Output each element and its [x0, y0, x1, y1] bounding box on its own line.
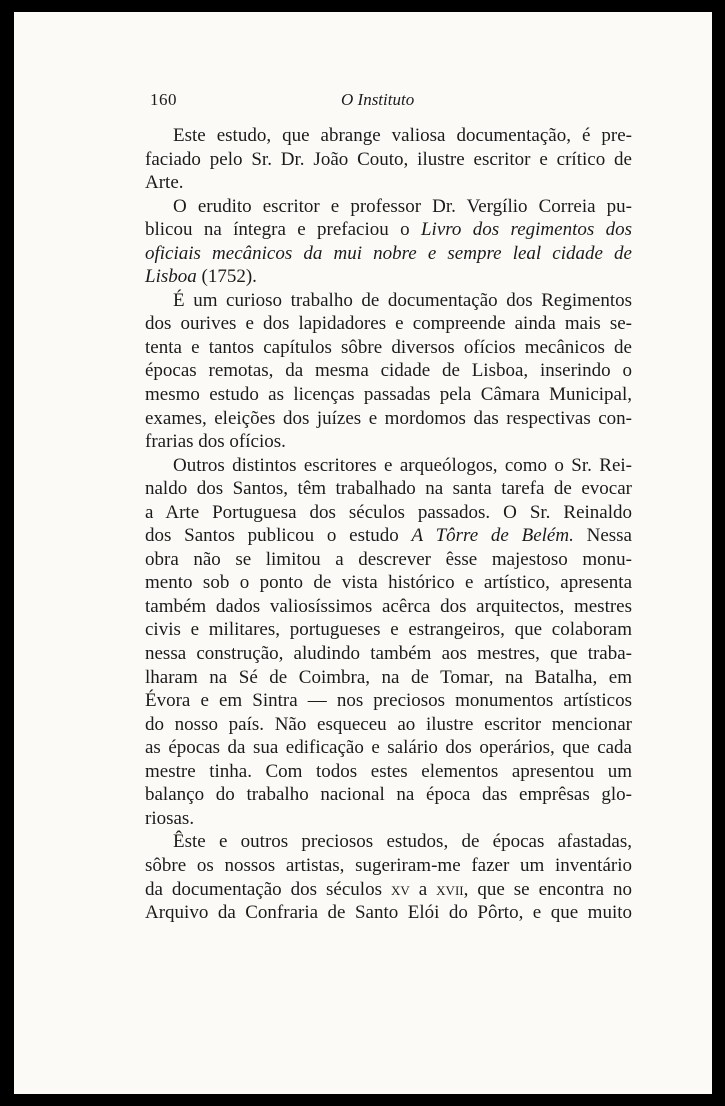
- text-line: Este estudo, que abrange valiosa documentação, é pre-: [173, 125, 632, 146]
- text-line: a Arte Portuguesa dos séculos passados. O Sr. Reinaldo: [145, 501, 632, 523]
- text-line: tenta e tantos capítulos sôbre diversos ofícios mecânicos de: [145, 336, 632, 358]
- text-line: Êste e outros preciosos estudos, de épocas afastadas,: [173, 831, 632, 853]
- text-line: sôbre os nossos artistas, sugeriram-me fazer um inventário: [145, 854, 632, 876]
- text-line: [145, 524, 632, 548]
- text-run: dos Santos publicou o estudo: [145, 525, 399, 547]
- text-line: [145, 242, 632, 266]
- text-run: Nessa: [573, 525, 632, 547]
- text-line: [145, 218, 632, 242]
- text-line: naldo dos Santos, têm trabalhado na santa tarefa de evocar: [145, 478, 632, 500]
- century-numeral: xv: [390, 878, 410, 900]
- text-line: as épocas da sua edificação e salário dos operários, que cada: [145, 737, 632, 759]
- text-line: [145, 878, 632, 902]
- text-line: frarias dos ofícios.: [145, 431, 286, 453]
- text-run: da documentação dos séculos: [145, 878, 382, 900]
- text-line: Arquivo da Confraria de Santo Elói do Pôrto, e que muito: [145, 902, 632, 924]
- text-line: riosas.: [145, 807, 195, 829]
- text-line: faciado pelo Sr. Dr. João Couto, ilustre escritor e crítico de: [145, 148, 632, 170]
- book-title-italic: Livro dos regimentos dos: [420, 219, 633, 241]
- text-run: (1752).: [196, 266, 257, 288]
- page-header: [14, 90, 712, 114]
- text-line: mestre tinha. Com todos estes elementos apresentou um: [145, 760, 632, 782]
- text-line: O erudito escritor e professor Dr. Vergílio Correia pu-: [173, 195, 632, 217]
- book-page: [14, 12, 712, 1094]
- text-run: , que se encontra no: [463, 878, 632, 900]
- book-title-italic: oficiais mecânicos da mui nobre e sempre leal cidade de: [145, 242, 632, 264]
- text-line: épocas remotas, da mesma cidade de Lisboa, inserindo o: [145, 360, 632, 382]
- text-line: Arte.: [145, 172, 184, 194]
- book-title-italic: Lisboa: [145, 266, 197, 288]
- century-numeral: xvii: [436, 878, 464, 900]
- page-number: 160: [150, 90, 177, 109]
- text-line: também dados valiosíssimos acêrca dos arquitectos, mestres: [145, 595, 632, 617]
- text-line: Évora e em Sintra — nos preciosos monumentos artísticos: [145, 690, 632, 712]
- text-line: civis e militares, portugueses e estrangeiros, que colaboram: [145, 619, 632, 641]
- text-line: obra não se limitou a descrever êsse majestoso monu-: [145, 548, 632, 570]
- text-line: do nosso país. Não esqueceu ao ilustre escritor mencionar: [145, 713, 632, 735]
- text-run: blicou na íntegra e prefaciou o: [145, 219, 410, 241]
- running-title: O Instituto: [341, 90, 415, 109]
- text-line: mesmo estudo as licenças passadas pela Câmara Municipal,: [145, 384, 632, 406]
- text-line: [145, 265, 632, 289]
- text-line: dos ourives e dos lapidadores e compreende ainda mais se-: [145, 313, 632, 335]
- body-text: [145, 124, 632, 925]
- text-line: exames, eleições dos juízes e mordomos das respectivas con-: [145, 407, 632, 429]
- text-run: a: [409, 878, 437, 900]
- text-line: Outros distintos escritores e arqueólogos, como o Sr. Rei-: [173, 454, 632, 476]
- text-line: mento sob o ponto de vista histórico e artístico, apresenta: [145, 572, 632, 594]
- text-line: lharam na Sé de Coimbra, na de Tomar, na Batalha, em: [145, 666, 632, 688]
- text-line: É um curioso trabalho de documentação dos Regimentos: [173, 289, 632, 311]
- book-title-italic: A Tôrre de Belém.: [411, 525, 574, 547]
- text-line: nessa construção, aludindo também aos mestres, que traba-: [145, 643, 632, 665]
- text-line: balanço do trabalho nacional na época das emprêsas glo-: [145, 784, 632, 806]
